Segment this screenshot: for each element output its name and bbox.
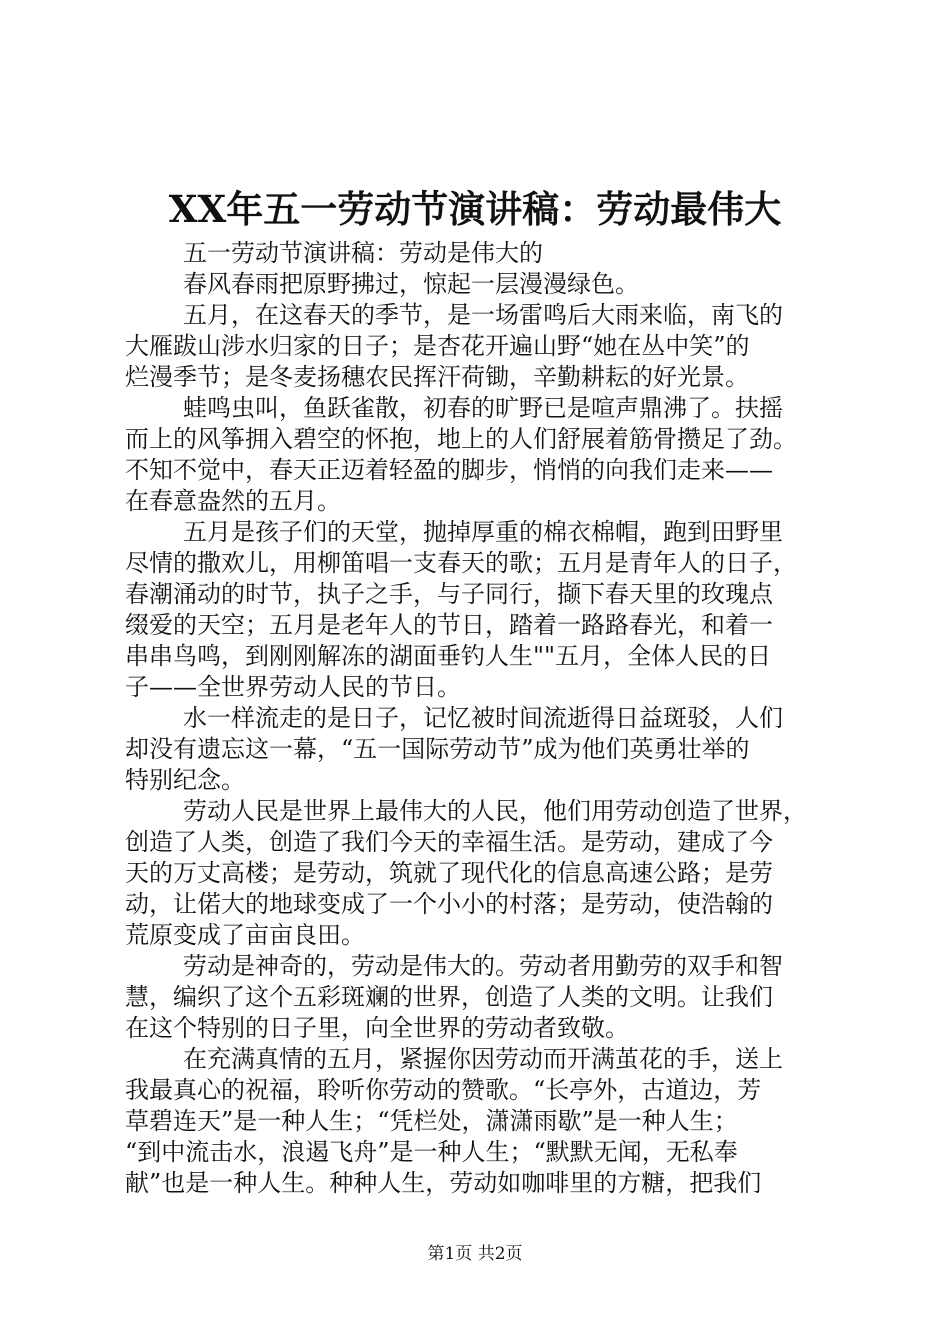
- body-line: 春风春雨把原野拂过，惊起一层漫漫绿色。: [183, 270, 639, 298]
- body-line: 动，让偌大的地球变成了一个小小的村落；是劳动，使浩翰的: [125, 890, 773, 918]
- body-line: 子——全世界劳动人民的节日。: [125, 673, 461, 701]
- body-line: 大雁跋山涉水归家的日子；是杏花开遍山野“她在丛中笑”的: [125, 332, 750, 360]
- body-line: 劳动是神奇的，劳动是伟大的。劳动者用勤劳的双手和智: [183, 952, 783, 980]
- body-line: 特别纪念。: [125, 766, 245, 794]
- body-line: 却没有遗忘这一幕，“五一国际劳动节”成为他们英勇壮举的: [125, 735, 750, 763]
- body-line: 烂漫季节；是冬麦扬穗农民挥汗荷锄，辛勤耕耘的好光景。: [125, 363, 749, 391]
- body-line: 五一劳动节演讲稿：劳动是伟大的: [183, 239, 543, 267]
- body-line: 献”也是一种人生。种种人生，劳动如咖啡里的方糖，把我们: [125, 1169, 762, 1197]
- document-body: [125, 238, 835, 1199]
- body-line: 串串鸟鸣，到刚刚解冻的湖面垂钓人生""五月，全体人民的日: [125, 642, 772, 670]
- body-line: 天的万丈高楼；是劳动，筑就了现代化的信息高速公路；是劳: [125, 859, 773, 887]
- body-line: 慧，编织了这个五彩斑斓的世界，创造了人类的文明。让我们: [125, 983, 773, 1011]
- body-line: 劳动人民是世界上最伟大的人民，他们用劳动创造了世界，: [183, 797, 807, 825]
- body-line: 而上的风筝拥入碧空的怀抱，地上的人们舒展着筋骨攒足了劲。: [125, 425, 797, 453]
- body-line: 在充满真情的五月，紧握你因劳动而开满茧花的手，送上: [183, 1045, 783, 1073]
- body-line: 草碧连天”是一种人生；“凭栏处，潇潇雨歇”是一种人生；: [125, 1107, 738, 1135]
- body-line: 五月，在这春天的季节，是一场雷鸣后大雨来临，南飞的: [183, 301, 783, 329]
- body-line: 春潮涌动的时节，执子之手，与子同行，撷下春天里的玫瑰点: [125, 580, 773, 608]
- body-line: 不知不觉中，春天正迈着轻盈的脚步，悄悄的向我们走来——: [125, 456, 773, 484]
- body-line: 尽情的撒欢儿，用柳笛唱一支春天的歌；五月是青年人的日子，: [125, 549, 797, 577]
- body-line: 蛙鸣虫叫，鱼跃雀散，初春的旷野已是喧声鼎沸了。扶摇: [183, 394, 783, 422]
- body-line: 创造了人类，创造了我们今天的幸福生活。是劳动，建成了今: [125, 828, 773, 856]
- body-line: 五月是孩子们的天堂，抛掉厚重的棉衣棉帽，跑到田野里: [183, 518, 783, 546]
- document-title: XX年五一劳动节演讲稿：劳动最伟大: [168, 187, 782, 231]
- body-line: 在这个特别的日子里，向全世界的劳动者致敬。: [125, 1014, 629, 1042]
- page-footer: 第1页 共2页: [427, 1244, 523, 1264]
- body-line: 缀爱的天空；五月是老年人的节日，踏着一路路春光，和着一: [125, 611, 773, 639]
- body-line: 在春意盎然的五月。: [125, 487, 341, 515]
- body-line: “到中流击水，浪遏飞舟”是一种人生；“默默无闻，无私奉: [125, 1138, 738, 1166]
- body-line: 荒原变成了亩亩良田。: [125, 921, 365, 949]
- body-line: 我最真心的祝福，聆听你劳动的赞歌。“长亭外，古道边，芳: [125, 1076, 762, 1104]
- body-line: 水一样流走的是日子，记忆被时间流逝得日益斑驳，人们: [183, 704, 783, 732]
